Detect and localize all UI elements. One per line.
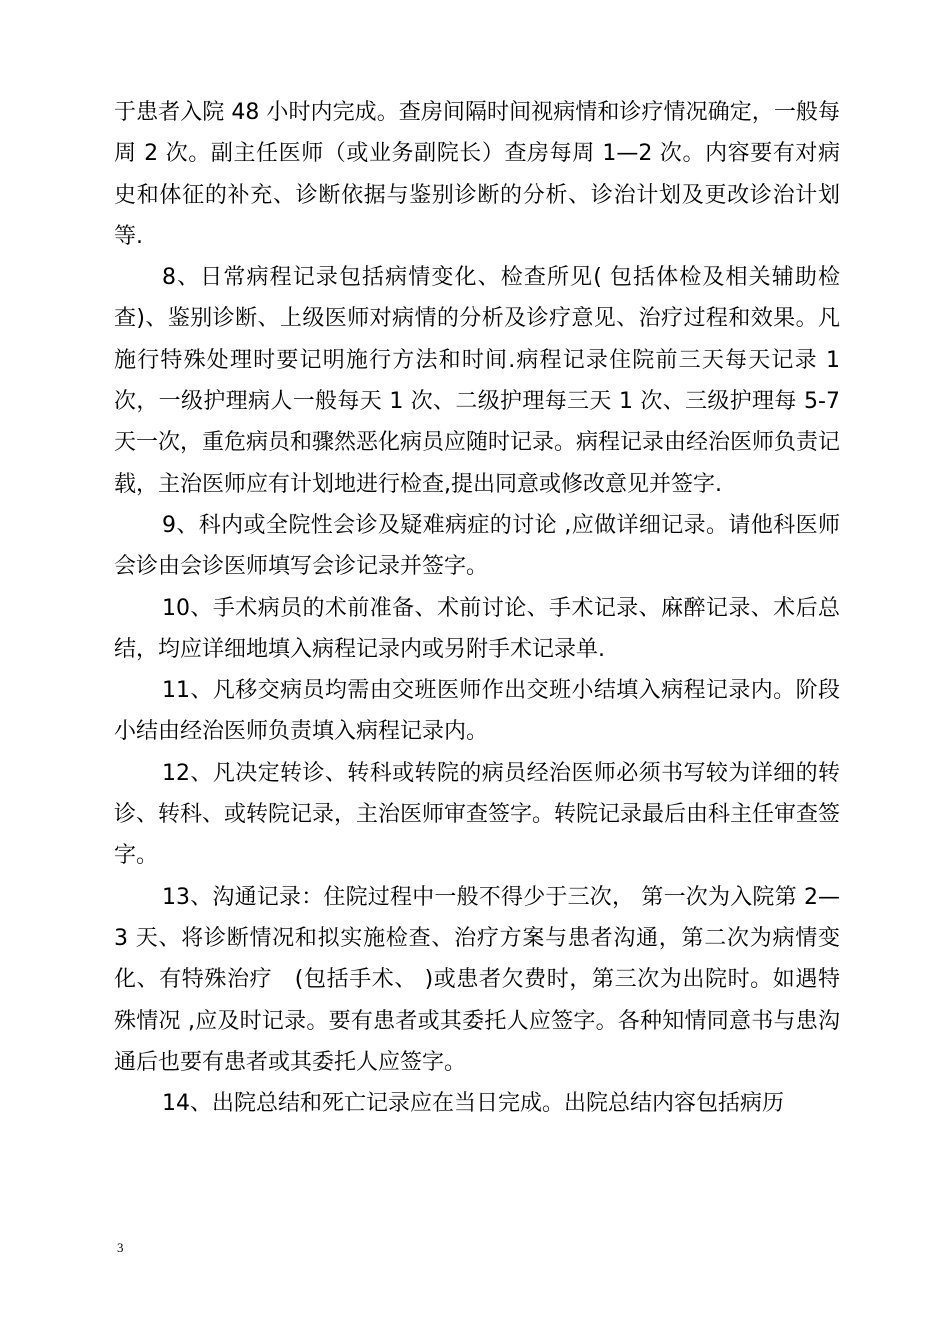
paragraph-continuation: 于患者入院 48 小时内完成。查房间隔时间视病情和诊疗情况确定，一般每周 2 次。副主任医师（或业务副院长）查房每周 1—2 次。内容要有对病史和体征的补充、诊断依据与鉴别诊断的分析、诊治计划及更改诊治计划等. [114, 100, 840, 249]
paragraph-item-8: 8、日常病程记录包括病情变化、检查所见( 包括体检及相关辅助检查)、鉴别诊断、上级医师对病情的分析及诊疗意见、治疗过程和效果。凡施行特殊处理时要记明施行方法和时间.病程记录住院前三天每天记录 1 次，一级护理病人一般每天 1 次、二级护理每三天 1 次、三级护理每 5-7 天一次，重危病员和骤然恶化病员应随时记录。病程记录由经治医师负责记载，主治医师应有计划地进行检查,提出同意或修改意见并签字. [114, 265, 841, 497]
paragraph-item-13: 13、沟通记录：住院过程中一般不得少于三次， 第一次为入院第 2—3 天、将诊断情况和拟实施检查、治疗方案与患者沟通，第二次为病情变化、有特殊治疗 (包括手术、 )或患者欠费时，第三次为出院时。如遇特殊情况 ,应及时记录。要有患者或其委托人应签字。各种知情同意书与患沟通后也要有患者或其委托人应签字。 [114, 884, 840, 1075]
paragraph-item-11: 11、凡移交病员均需由交班医师作出交班小结填入病程记录内。阶段小结由经治医师负责填入病程记录内。 [114, 678, 840, 745]
paragraph-item-10: 10、手术病员的术前准备、术前讨论、手术记录、麻醉记录、术后总结，均应详细地填入病程记录内或另附手术记录单. [114, 595, 840, 662]
paragraph-item-12: 12、凡决定转诊、转科或转院的病员经治医师必须书写较为详细的转诊、转科、或转院记录，主治医师审查签字。转院记录最后由科主任审查签字。 [114, 760, 841, 869]
paragraph-item-9: 9、科内或全院性会诊及疑难病症的讨论 ,应做详细记录。请他科医师会诊由会诊医师填写会诊记录并签字。 [114, 512, 840, 580]
paragraph-item-14: 14、出院总结和死亡记录应在当日完成。出院总结内容包括病历 [162, 1091, 784, 1117]
page-number: 3 [117, 1240, 124, 1255]
document-body [114, 92, 840, 1124]
